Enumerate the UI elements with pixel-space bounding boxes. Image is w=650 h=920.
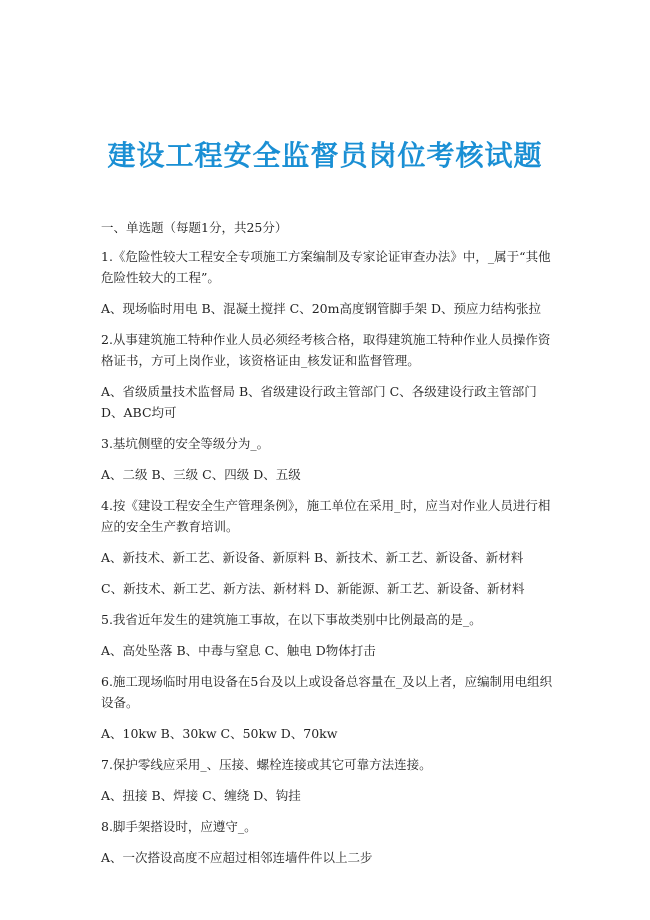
question-2-options: A、省级质量技术监督局 B、省级建设行政主管部门 C、各级建设行政主管部门 D、ABC均可 (101, 384, 537, 420)
question-8-option-a: A、一次搭设高度不应超过相邻连墙件件以上二步 (101, 850, 373, 865)
document-body (101, 217, 561, 878)
document-title: 建设工程安全监督员岗位考核试题 (107, 139, 543, 172)
question-2: 2.从事建筑施工特种作业人员必须经考核合格，取得建筑施工特种作业人员操作资格证书，方可上岗作业，该资格证由_核发证和监督管理。 (101, 332, 551, 368)
question-4-options-ab: A、新技术、新工艺、新设备、新原料 B、新技术、新工艺、新设备、新材料 (101, 550, 524, 565)
question-4-options-cd: C、新技术、新工艺、新方法、新材料 D、新能源、新工艺、新设备、新材料 (101, 581, 525, 596)
question-8: 8.脚手架搭设时，应遵守_。 (101, 819, 257, 834)
question-3-options: A、二级 B、三级 C、四级 D、五级 (101, 467, 301, 482)
question-4: 4.按《建设工程安全生产管理条例》，施工单位在采用_时，应当对作业人员进行相应的安全生产教育培训。 (101, 498, 551, 534)
section-heading: 一、单选题（每题1分，共25分） (101, 220, 288, 235)
question-7: 7.保护零线应采用_、压接、螺栓连接或其它可靠方法连接。 (101, 757, 432, 772)
question-6: 6.施工现场临时用电设备在5台及以上或设备总容量在_及以上者，应编制用电组织设备。 (101, 674, 553, 710)
question-5: 5.我省近年发生的建筑施工事故，在以下事故类别中比例最高的是_。 (101, 612, 482, 627)
question-3: 3.基坑侧壁的安全等级分为_。 (101, 436, 270, 451)
question-7-options: A、扭接 B、焊接 C、缠绕 D、钩挂 (101, 788, 301, 803)
question-1-options: A、现场临时用电 B、混凝土搅拌 C、20m高度钢管脚手架 D、预应力结构张拉 (101, 301, 541, 316)
question-1: 1.《危险性较大工程安全专项施工方案编制及专家论证审查办法》中，_属于“其他危险性较大的工程”。 (101, 249, 551, 285)
question-5-options: A、高处坠落 B、中毒与窒息 C、触电 D物体打击 (101, 643, 376, 658)
question-6-options: A、10kw B、30kw C、50kw D、70kw (101, 726, 338, 741)
